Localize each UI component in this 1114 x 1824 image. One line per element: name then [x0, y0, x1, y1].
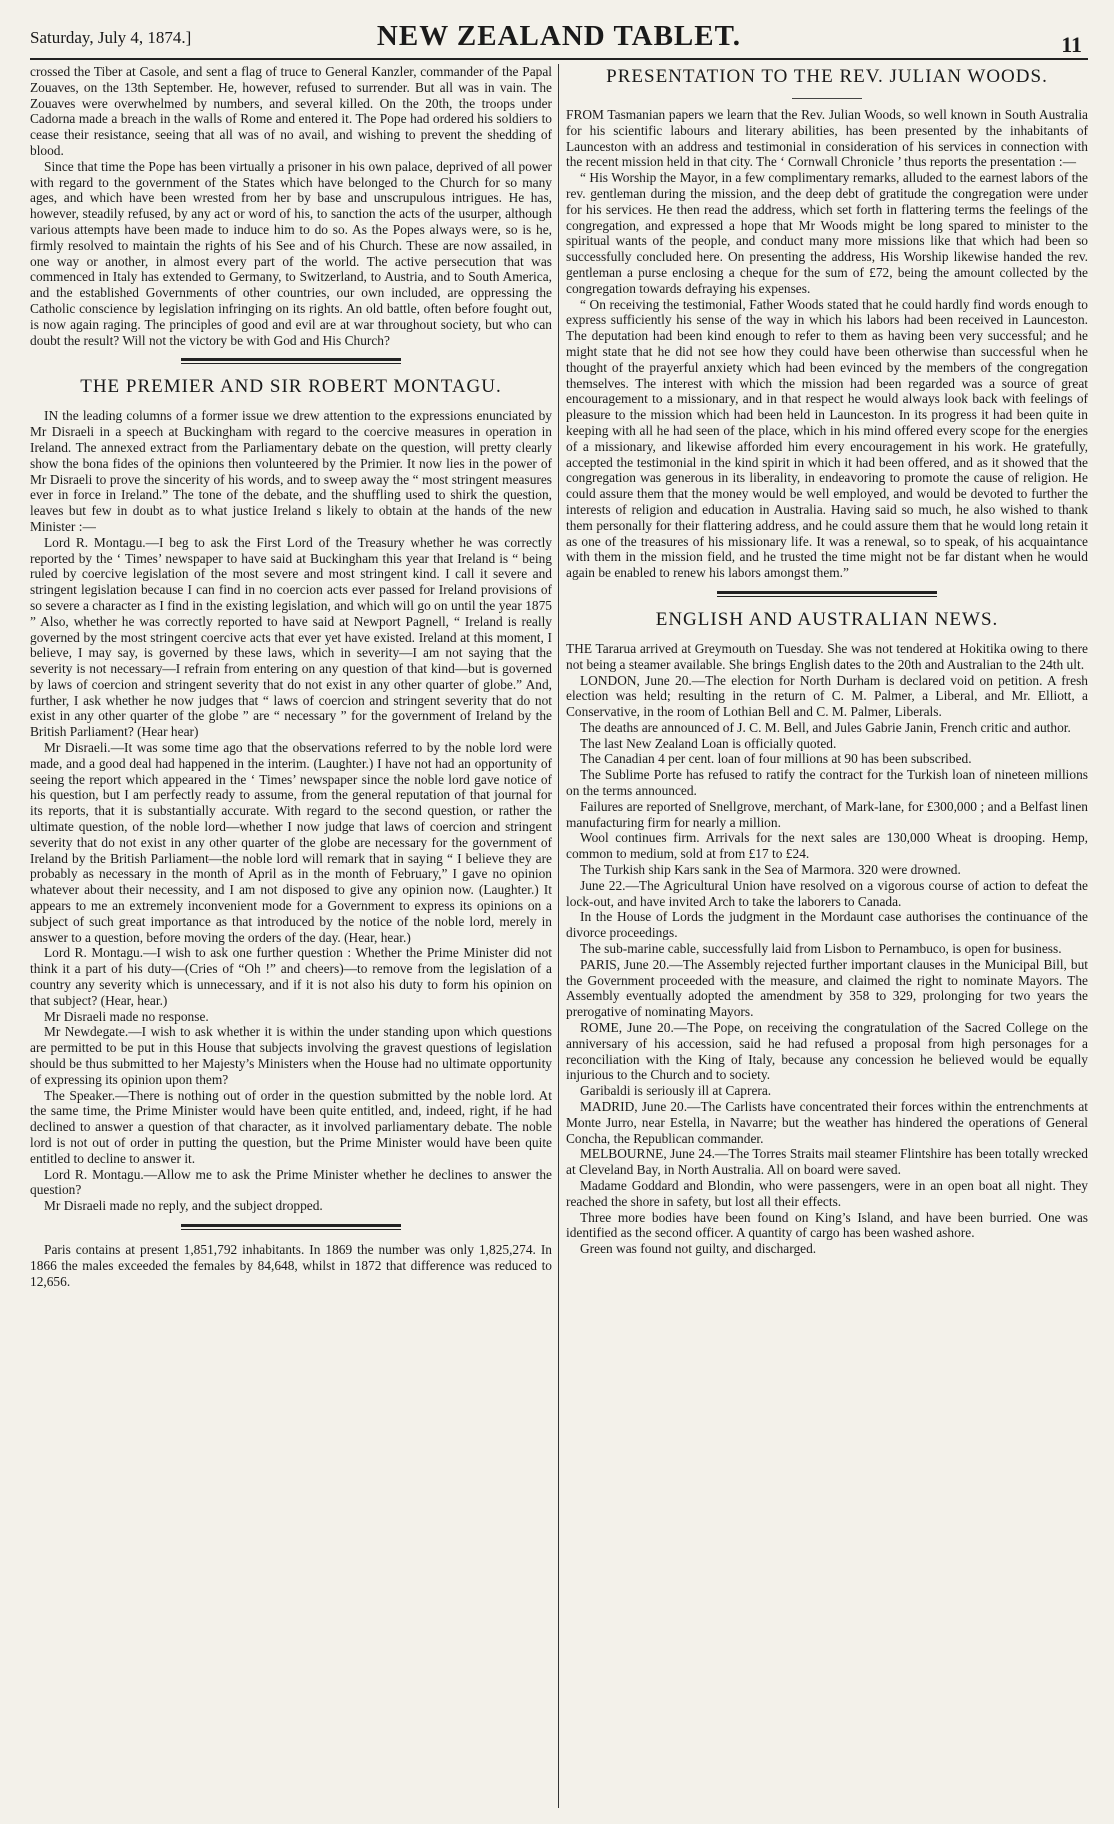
news-item: ROME, June 20.—The Pope, on receiving the congratulation of the Sacred College on the anniversary of his accession, said he had refused a proposal from high personages for a reconciliation with the King of Italy, because any concession he believed would be equally injurious to the Church and to society.: [566, 1020, 1088, 1083]
debate-paragraph: The Speaker.—There is nothing out of order in the question submitted by the noble lord. At the same time, the Prime Minister would have been quite entitled, and, indeed, right, if he had declined to answer a question of that character, as it involved parliamentary debate. The noble lord is not out of order in putting the question, but the Prime Minister would have been quite entitled to decline to answer it.: [30, 1087, 552, 1166]
right-column: [566, 64, 1088, 1808]
news-item: LONDON, June 20.—The election for North Durham is declared void on petition. A fresh election was held; resulting in the return of C. M. Palmer, a Liberal, and Mr. Elliott, a Conservative, in the room of Lothian Bell and C. M. Palmer, Liberals.: [566, 672, 1088, 720]
section-divider: [717, 591, 937, 597]
debate-paragraph: Lord R. Montagu.—I wish to ask one further question : Whether the Prime Minister did not think it a part of his duty—(Cries of “Oh !” and cheers)—to remove from the legislation of a country any severity which is unnecessary, and if it is not also his duty to form his opinion on that subject? (Hear, hear.): [30, 945, 552, 1008]
news-item: The Canadian 4 per cent. loan of four millions at 90 has been subscribed.: [580, 751, 972, 767]
masthead: [30, 18, 1088, 60]
news-item: Garibaldi is seriously ill at Caprera.: [580, 1083, 772, 1099]
news-item: Wool continues firm. Arrivals for the next sales are 130,000 Wheat is drooping. Hemp, common to medium, sold at from £17 to £24.: [566, 830, 1088, 862]
news-item: Madame Goddard and Blondin, who were passengers, were in an open boat all night. They reached the shore in safety, but lost all their effects.: [566, 1178, 1088, 1209]
article-paragraph: crossed the Tiber at Casole, and sent a flag of truce to General Kanzler, commander of the Papal Zouaves, on the 13th September. He, however, refused to surrender. But all was in vain. The Zouaves were overwhelmed by numbers, and several killed. On the 20th, the troops under Cadorna made a breach in the walls of Rome and entered it. The Pope had ordered his soldiers to cease their resistance, seeing that all was of no avail, and wishing to prevent the shedding of blood.: [30, 64, 552, 158]
newspaper-page: [30, 18, 1088, 1808]
news-item: In the House of Lords the judgment in the Mordaunt case authorises the continuance of the divorce proceedings.: [566, 909, 1088, 941]
paris-population-note: Paris contains at present 1,851,792 inhabitants. In 1869 the number was only 1,825,274. In 1866 the males exceeded the females by 84,648, whilst in 1872 that difference was reduced to 12,656.: [30, 1241, 552, 1289]
news-item: Green was found not guilty, and discharged.: [580, 1241, 817, 1257]
debate-paragraph: Mr Newdegate.—I wish to ask whether it is within the under standing upon which questions are permitted to be put in this House that subjects involving the gravest questions of legislation should be thus submitted to her Majesty’s Ministers when the House had no ultimate opportunity of expressing its opinion upon them?: [30, 1024, 552, 1087]
news-item: Failures are reported of Snellgrove, merchant, of Mark-lane, for £300,000 ; and a Belfast linen manufacturing firm for nearly a million.: [566, 798, 1088, 830]
article-heading: ENGLISH AND AUSTRALIAN NEWS.: [655, 608, 999, 630]
news-item: The last New Zealand Loan is officially quoted.: [580, 735, 837, 751]
issue-date: Saturday, July 4, 1874.]: [30, 28, 192, 47]
news-item: The Sublime Porte has refused to ratify the contract for the Turkish loan of nineteen millions on the terms announced.: [566, 767, 1088, 799]
section-divider: [181, 1224, 401, 1230]
heading-rule: [792, 98, 862, 99]
news-item: PARIS, June 20.—The Assembly rejected further important clauses in the Municipal Bill, but the Government proceeded with the measure, and claimed the right to nominate Mayors. The Assembly eventually adopted the amendment by 358 to 329, prolonging for two years the prerogative of nominating Mayors.: [566, 956, 1088, 1020]
news-item: MELBOURNE, June 24.—The Torres Straits mail steamer Flintshire has been totally wrecked at Cleveland Bay, in North Australia. All on board were saved.: [566, 1146, 1088, 1178]
news-item: MADRID, June 20.—The Carlists have concentrated their forces within the entrenchments at Monte Jurro, near Estella, in Navarre; but the weather has hindered the operations of General Concha, the Republican commander.: [566, 1099, 1088, 1146]
debate-paragraph: Mr Disraeli made no reply, and the subject dropped.: [44, 1198, 323, 1214]
article-heading: THE PREMIER AND SIR ROBERT MONTAGU.: [80, 376, 502, 398]
news-item: The deaths are announced of J. C. M. Bell, and Jules Gabrie Janin, French critic and author.: [580, 719, 1071, 735]
parliamentary-debate: [30, 535, 552, 1214]
newspaper-title: NEW ZEALAND TABLET.: [376, 20, 742, 52]
news-item: Three more bodies have been found on King’s Island, and have been burried. One was identified as the second officer. A quantity of cargo has been washed ashore.: [566, 1209, 1088, 1241]
debate-paragraph: Mr Disraeli.—It was some time ago that the observations referred to by the noble lord were made, and a good deal had happened in the interim. (Laughter.) I have not had an opportunity of seeing the report which appeared in the ‘ Times’ newspaper since the noble lord gave notice of his question, but I am perfectly ready to assume, from the general reputation of that journal for its reports, that it is substantially accurate. With regard to the second question, or rather the ultimate question, of the noble lord—whether I now judge that laws of coercion and stringent severity that do not exist in any other quarter of the globe are necessary for the government of Ireland by the British Parliament—the noble lord will remark that in saying “ I believe they are probably as necessary in the month of April as in the month of February,” I gave no opinion whatever about their necessity, and I am not disposed to give any opinion now. (Laughter.) It appears to me an extremely inconvenient mode for a Government to express its opinions on a subject of such great importance as that introduced by the notice of the noble lord, merely in answer to a question, before moving the orders of the day. (Hear, hear.): [30, 740, 552, 945]
debate-paragraph: Lord R. Montagu.—Allow me to ask the Prime Minister whether he declines to answer the question?: [30, 1166, 552, 1198]
left-column: [30, 64, 552, 1808]
article-paragraph: Since that time the Pope has been virtually a prisoner in his own palace, deprived of all power with regard to the government of the States which have belonged to the Church for so many ages, and which have been wrested from her by base and unscrupulous intrigues. He has, however, steadily refused, by any act or word of his, to sanction the acts of the usurper, although various attempts have been made to induce him to do so. As the Popes always were, so is he, firmly resolved to maintain the rights of his See and of his Church. These are now assailed, in one way or another, in almost every part of the world. The active persecution that was commenced in Italy has extended to Germany, to Switzerland, to Austria, and to South America, and the established Governments of other countries, our own included, are oppressing the Catholic conscience by legislation infringing on its rights. An old battle, often before fought out, is now again raging. The principles of good and evil are at war throughout society, but who can doubt the result? Will not the victory be with God and His Church?: [30, 158, 552, 348]
article-paragraph: “ On receiving the testimonial, Father Woods stated that he could hardly find words enough to express sufficiently his sense of the way in which his labors had been received in Launceston. The deputation had been kind enough to refer to them as having been very successful; and he might state that he did not see how they could have been otherwise than successful when he thought of the prayerful anxiety which had been evinced by the members of the congregation themselves. The interest with which the mission had been regarded was a source of great encouragement to a missionary, and in that respect he would always look back with feelings of pleasure to the mission which had been held in Launceston. In its progress it had been quite in keeping with all he had seen of the place, which in his mind offered every scope for the energies of a missionary, and likewise afforded him every encouragement in his work. He gratefully, accepted the testimonial in the kind spirit in which it had been offered, and as it showed that the congregation was generous in its liberality, in endeavoring to promote the cause of religion. He could assure them that the money would be well employed, and would be devoted to further the interests of religion and education in Australia. Having said so much, he also wished to thank them personally for their flattering address, and he could assure them that he would long retain it as one of the treasures of his missionary life. It was a renewal, so to speak, of his acquaintance with them in the mission field, and he trusted the time might not be far distant when he would again be enabled to renew his labors amongst them.”: [566, 296, 1088, 581]
news-item: THE Tararua arrived at Greymouth on Tuesday. She was not tendered at Hokitika owing to there not being a steamer available. She brings English dates to the 20th and Australian to the 24th ult.: [566, 640, 1088, 672]
column-divider: [558, 64, 559, 1808]
news-item: June 22.—The Agricultural Union have resolved on a vigorous course of action to defeat the lock-out, and have invited Arch to take the laborers to Canada.: [566, 877, 1088, 909]
page-number: 11: [1061, 32, 1082, 57]
article-intro: IN the leading columns of a former issue we drew attention to the expressions enunciated by Mr Disraeli in a speech at Buckingham with regard to the coercive measures in operation in Ireland. The annexed extract from the Parliamentary debate on the question, will pretty clearly show the bona fides of the opinions then volunteered by the Primier. It now lies in the power of Mr Disraeli to prove the sincerity of his words, and to sweep away the “ most stringent measures ever in force in Ireland.” The tone of the debate, and the shuffling used to shirk the question, leaves but few in doubt as to what justice Ireland s likely to obtain at the hands of the new Minister :—: [30, 408, 552, 534]
debate-paragraph: Mr Disraeli made no response.: [44, 1008, 209, 1024]
news-item: The sub-marine cable, successfully laid from Lisbon to Pernambuco, is open for business.: [580, 941, 1062, 957]
section-divider: [181, 358, 401, 364]
columns: [30, 64, 1088, 1808]
news-items: [566, 641, 1088, 1257]
article-paragraph: FROM Tasmanian papers we learn that the Rev. Julian Woods, so well known in South Australia for his scientific labours and literary abilities, has been presented by the inhabitants of Launceston with an address and testimonial in consideration of his services in connection with the recent mission held in that city. The ‘ Cornwall Chronicle ’ thus reports the presentation :—: [566, 107, 1088, 170]
rome-article-continuation: [30, 64, 552, 348]
article-heading: PRESENTATION TO THE REV. JULIAN WOODS.: [606, 66, 1048, 87]
article-paragraph: “ His Worship the Mayor, in a few complimentary remarks, alluded to the earnest labors of the rev. gentleman during the mission, and the deep debt of gratitude the congregation were under for his services. He then read the address, which set forth in flattering terms the feelings of the congregation, and expressed a hope that Mr Woods might be long spared to minister to the spiritual wants of the people, and conduct many more missions like that which had been so successfully concluded here. On presenting the address, His Worship likewise handed the rev. gentleman a purse enclosing a cheque for the sum of £72, being the amount collected by the congregation towards defraying his expenses.: [566, 170, 1088, 296]
news-item: The Turkish ship Kars sank in the Sea of Marmora. 320 were drowned.: [580, 862, 961, 878]
debate-paragraph: Lord R. Montagu.—I beg to ask the First Lord of the Treasury whether he was correctly reported by the ‘ Times’ newspaper to have said at Buckingham this year that Ireland is “ being ruled by coercive legislation of the most severe and most stringent kind. I call it severe and stringent legislation because I can find in no coercion acts ever passed for Ireland provisions of so severe a character as I find in the existing legislation, and which will go on until the year 1875 ” Also, whether he was correctly reported to have said at Newport Pagnell, “ Ireland is really governed by the most stringent coercive acts that ever yet have existed. Ireland at this moment, I believe, I may say, is governed by these laws, which in severity—I am not saying that the severity is not necessary—I refrain from entering on any question of that kind—but is governed by laws of coercion and stringent severity that do not exist in any other quarter of globe.” And, further, I ask whether he now judges that “ laws of coercion and stringent severity that do not exist in any other quarter of the globe ” are “ necessary ” for the government of Ireland by the British Parliament? (Hear hear): [30, 534, 552, 740]
